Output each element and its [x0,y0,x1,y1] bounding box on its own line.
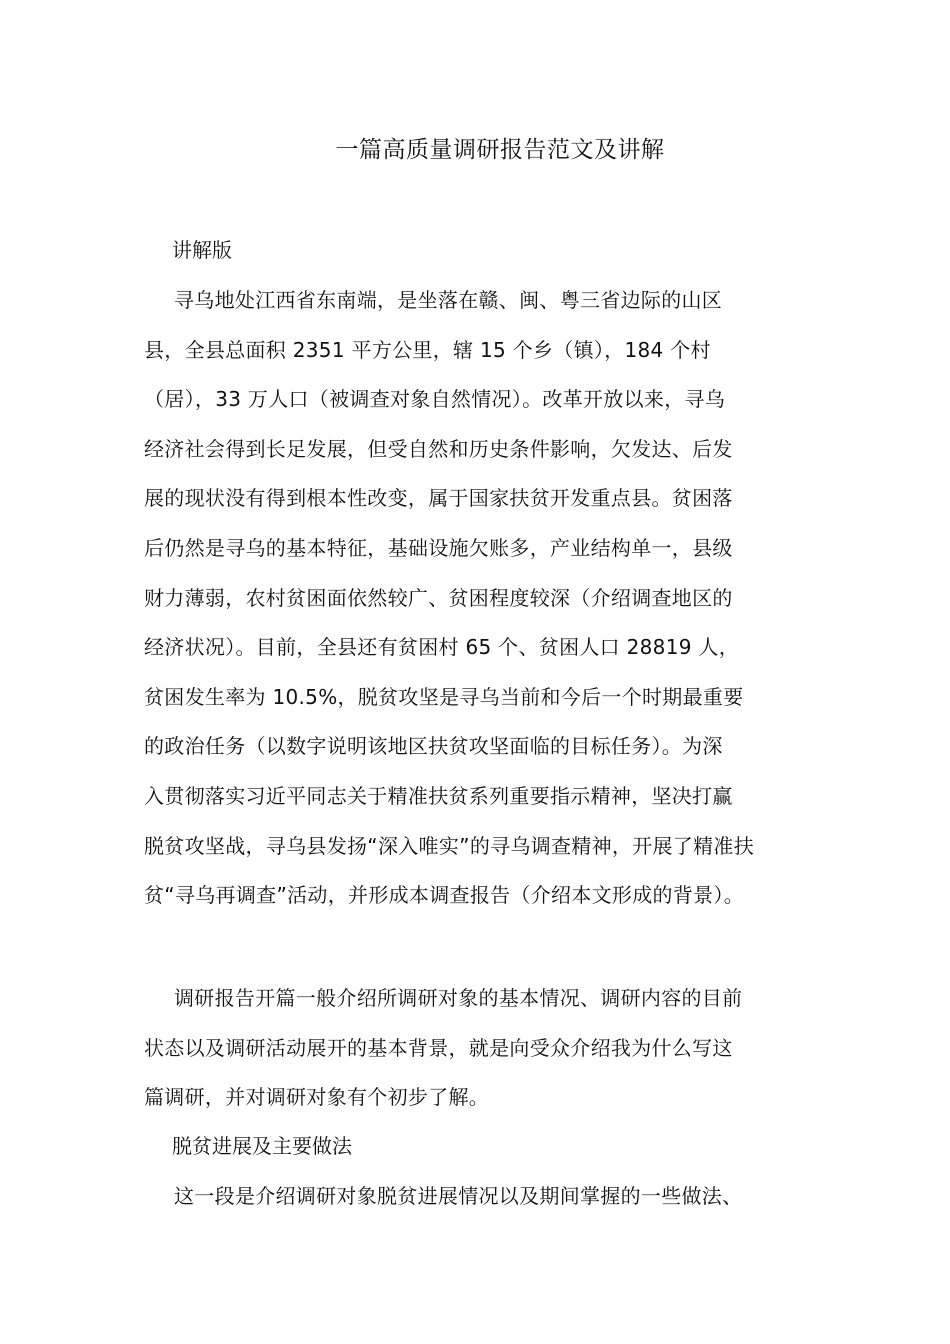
paragraph-line: 调研报告开篇一般介绍所调研对象的基本情况、调研内容的目前 [174,986,743,1010]
document-title: 一篇高质量调研报告范文及讲解 [335,137,665,163]
paragraph-line: 经济状况）。目前，全县还有贫困村 65 个、贫困人口 28819 人， [144,635,740,660]
subheading: 脱贫进展及主要做法 [172,1134,352,1158]
section-label: 讲解版 [172,238,232,262]
paragraph-line: 脱贫攻坚战，寻乌县发扬“深入唯实”的寻乌调查精神，开展了精准扶 [144,833,755,858]
paragraph-line: 县，全县总面积 2351 平方公里，辖 15 个乡（镇），184 个村 [144,337,711,362]
paragraph-line: 后仍然是寻乌的基本特征，基础设施欠账多，产业结构单一，县级 [144,535,733,560]
paragraph-line: 入贯彻落实习近平同志关于精准扶贫系列重要指示精神，坚决打赢 [144,783,733,808]
paragraph-line: 这一段是介绍调研对象脱贫进展情况以及期间掌握的一些做法、 [174,1184,743,1208]
paragraph-line: 财力薄弱，农村贫困面依然较广、贫困程度较深（介绍调查地区的 [144,585,733,610]
paragraph-line: （居），33 万人口（被调查对象自然情况）。改革开放以来，寻乌 [144,387,726,412]
paragraph-line: 的政治任务（以数字说明该地区扶贫攻坚面临的目标任务）。为深 [144,734,723,759]
paragraph-explanation [144,974,808,1123]
paragraph-line: 状态以及调研活动展开的基本背景，就是向受众介绍我为什么写这 [144,1035,733,1060]
paragraph-line: 贫“寻乌再调查”活动，并形成本调查报告（介绍本文形成的背景）。 [144,883,745,908]
paragraph-intro [144,276,808,921]
paragraph-line: 经济社会得到长足发展，但受自然和历史条件影响，欠发达、后发 [144,436,733,461]
paragraph-line: 寻乌地处江西省东南端，是坐落在赣、闽、粤三省边际的山区 [174,288,723,312]
paragraph-progress [144,1172,808,1222]
paragraph-line: 展的现状没有得到根本性改变，属于国家扶贫开发重点县。贫困落 [144,486,733,511]
paragraph-line: 贫困发生率为 10.5%，脱贫攻坚是寻乌当前和今后一个时期最重要 [144,684,744,709]
paragraph-line: 篇调研，并对调研对象有个初步了解。 [144,1085,490,1110]
